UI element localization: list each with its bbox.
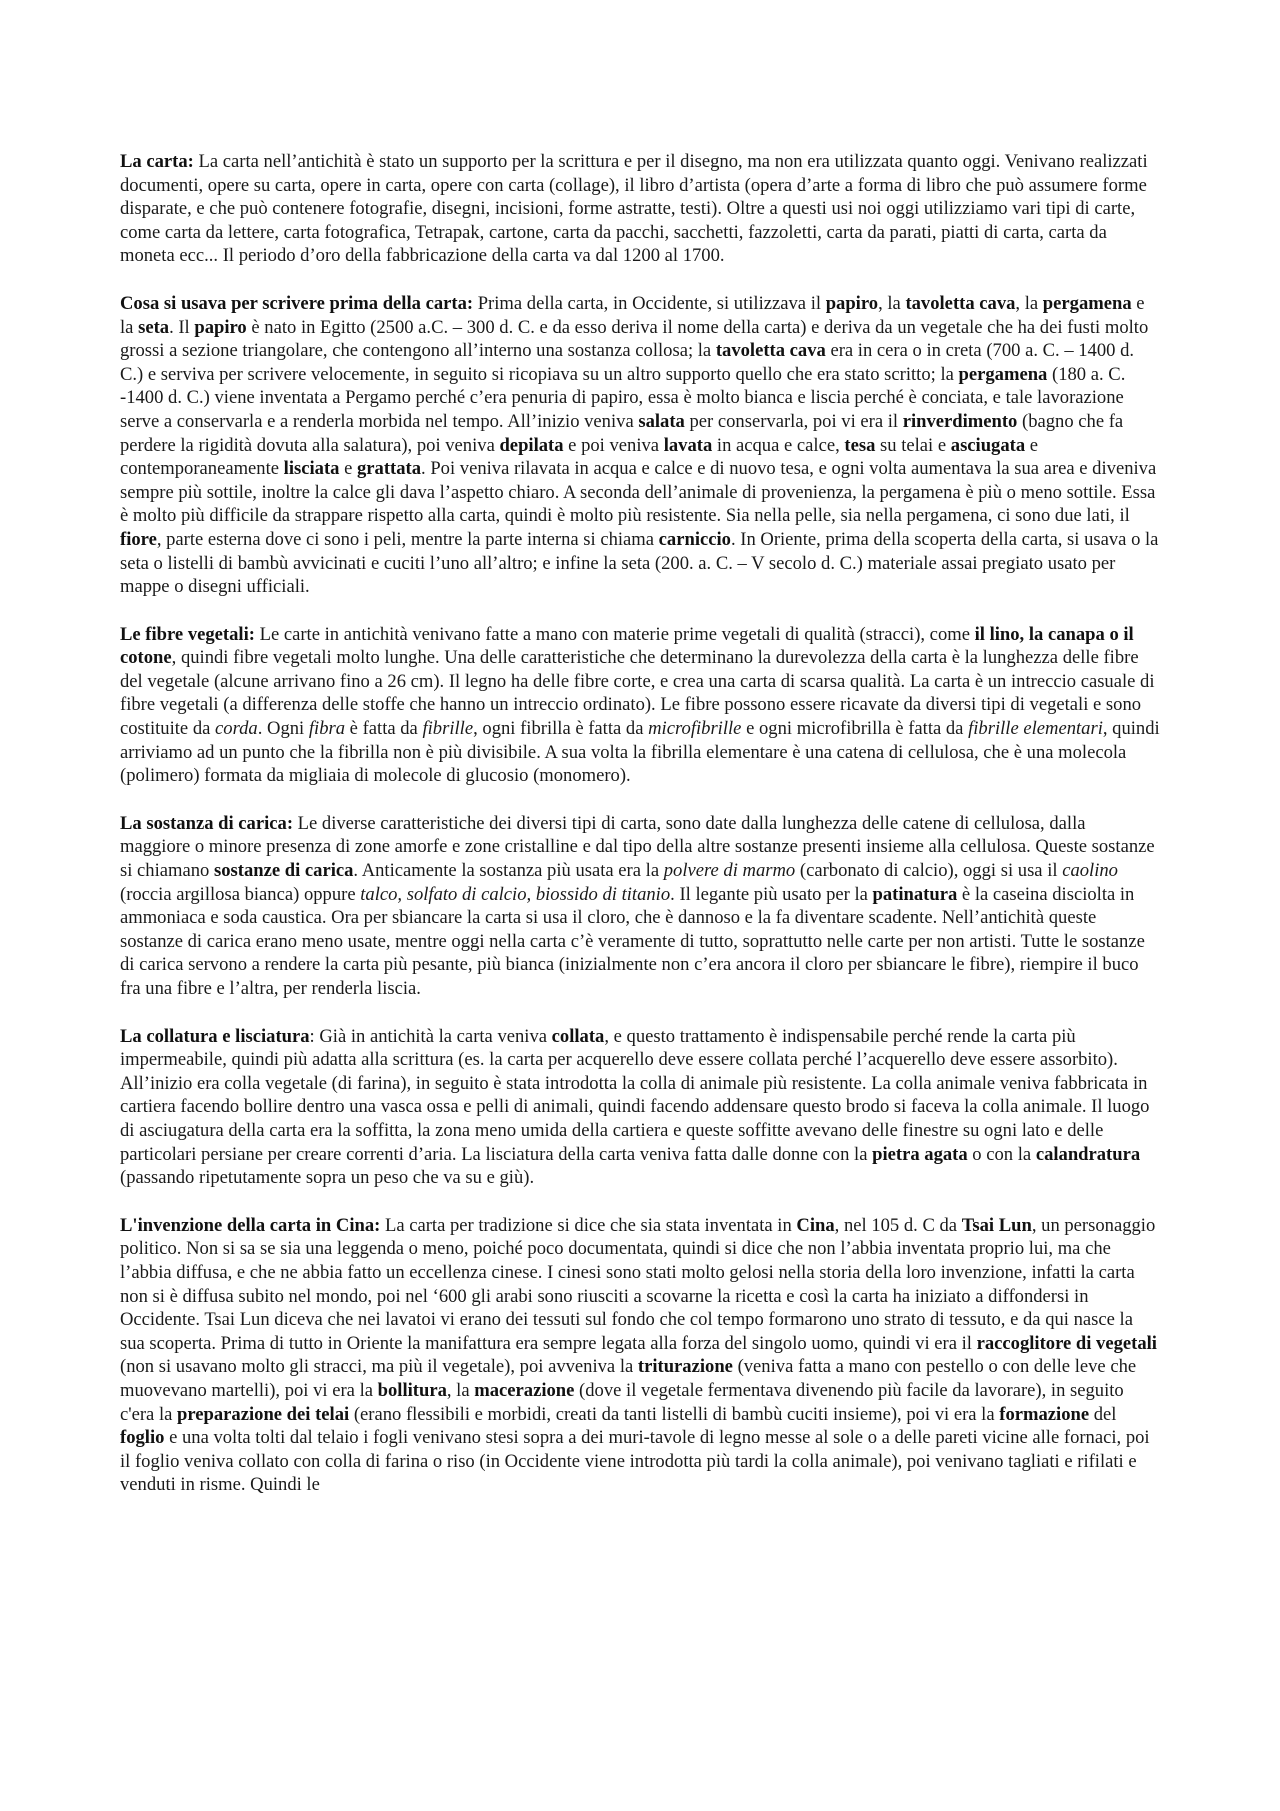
body-text: (bagno che fa perdere la rigidità dovuta alla salatura), poi veniva xyxy=(120,410,1124,456)
section-heading: Cosa si usava per scrivere prima della carta: xyxy=(120,292,474,314)
bold-term: papiro xyxy=(194,316,247,338)
bold-term: calandratura xyxy=(1035,1143,1141,1165)
document-body xyxy=(120,150,1160,1497)
body-text: : Già in antichità la carta veniva xyxy=(309,1025,552,1047)
italic-term: polvere di marmo xyxy=(663,860,796,882)
section-heading: La carta: xyxy=(120,151,194,172)
body-text: , nel 105 d. C da xyxy=(834,1214,962,1236)
bold-term: Cina xyxy=(796,1214,835,1236)
body-text: in acqua e calce, xyxy=(712,434,845,456)
bold-term: preparazione dei telai xyxy=(177,1403,350,1425)
body-text: è nato in Egitto (2500 a.C. – 300 d. C. e da esso deriva il nome della carta) e deriva da un vegetale che ha dei fusti molto grossi a sezione triangolare, che contengono all’interno una sostanza collosa; la xyxy=(120,316,1149,362)
body-text: . Il xyxy=(169,316,195,338)
body-text: , la xyxy=(1015,292,1043,314)
section-heading: Le fibre vegetali: xyxy=(120,623,255,645)
body-text: per conservarla, poi vi era il xyxy=(684,410,903,432)
body-text: , quindi fibre vegetali molto lunghe. Una delle caratteristiche che determinano la durevolezza della carta è la lunghezza delle fibre del vegetale (alcune arrivano fino a 26 cm). Il legno ha delle fibre corte, e crea una carta di scarsa qualità. La carta è un intreccio casuale di fibre vegetali (a differenza delle stoffe che hanno un intreccio ordinato). Le fibre possono essere ricavate da diversi tipi di vegetali e sono costituite da xyxy=(120,647,1155,740)
body-text: Le carte in antichità venivano fatte a mano con materie prime vegetali di qualità (stracci), come xyxy=(254,623,975,645)
bold-term: depilata xyxy=(499,434,564,456)
body-text: e una volta tolti dal telaio i fogli venivano stesi sopra a dei muri-tavole di legno messe al sole o a delle pareti vicine alle fornaci, poi il foglio veniva collato con colla di farina o riso (in Occidente viene introdotta più tardi la colla animale), poi venivano tagliati e rifilati e venduti in risme. Quindi le xyxy=(120,1427,1150,1496)
body-text: del xyxy=(1089,1403,1117,1425)
body-text: , la xyxy=(446,1379,475,1401)
bold-term: seta xyxy=(138,316,170,338)
body-text: è fatta da xyxy=(345,718,423,740)
italic-term: caolino xyxy=(1062,860,1118,882)
bold-term: fiore xyxy=(120,528,157,550)
body-text: e contemporaneamente xyxy=(120,434,1039,480)
body-text: (non si usavano molto gli stracci, ma più il vegetale), poi avveniva la xyxy=(120,1356,638,1378)
body-text: La carta per tradizione si dice che sia stata inventata in xyxy=(380,1214,797,1236)
body-text: . Poi veniva rilavata in acqua e calce e di nuovo tesa, e ogni volta aumentava la sua area e diveniva sempre più sottile, inoltre la calce gli dava l’aspetto chiaro. A seconda dell’animale di provenienza, la pergamena è più o meno sottile. Essa è molto più difficile da strappare rispetto alla carta, quindi è molto più resistente. Sia nella pelle, sia nella pergamena, ci sono due lati, il xyxy=(120,458,1157,527)
bold-term: asciugata xyxy=(950,434,1026,456)
bold-term: lisciata xyxy=(283,458,340,480)
bold-term: lavata xyxy=(663,434,713,456)
paragraph-invenzione-cina xyxy=(120,1214,1160,1497)
bold-term: rinverdimento xyxy=(902,410,1018,432)
bold-term: pergamena xyxy=(958,363,1048,385)
body-text: (veniva fatta a mano con pestello o con delle leve che muovevano martelli), poi vi era la xyxy=(120,1356,1137,1401)
bold-term: foglio xyxy=(120,1427,165,1449)
body-text: . In Oriente, prima della scoperta della carta, si usava o la seta o listelli di bambù avvicinati e cuciti l’uno all’altro; e infine la seta (200. a. C. – V secolo d. C.) materiale assai pregiato usato per mappe o disegni ufficiali. xyxy=(120,528,1159,598)
body-text: , la xyxy=(878,292,906,314)
bold-term: pergamena xyxy=(1042,292,1132,314)
bold-term: macerazione xyxy=(474,1379,575,1401)
section-heading: La sostanza di carica: xyxy=(120,812,294,834)
bold-term: tesa xyxy=(844,434,876,456)
bold-term: il lino, la canapa o il cotone xyxy=(120,623,1134,669)
bold-term: collata xyxy=(551,1025,605,1047)
section-heading: La collatura e lisciatura xyxy=(120,1025,310,1047)
italic-term: corda xyxy=(215,718,258,740)
body-text: e xyxy=(339,458,357,480)
body-text: La carta nell’antichità è stato un supporto per la scrittura e per il disegno, ma non era utilizzata quanto oggi. Venivano realizzati documenti, opere su carta, opere in carta, opere con carta (collage), il libro d’artista (opera d’arte a forma di libro che può assumere forme disparate, e che può contenere fotografie, disegni, incisioni, forme astratte, testi). Oltre a questi usi noi oggi utilizziamo vari tipi di carte, come carta da lettere, carta fotografica, Tetrapak, cartone, carta da pacchi, sacchetti, fazzoletti, carta da parati, piatti di carta, carta da moneta ecc... Il periodo d’oro della fabbricazione della carta va dal 1200 al 1700. xyxy=(120,151,1148,267)
body-text: era in cera o in creta (700 a. C. – 1400 d. C.) e serviva per scrivere velocemente, in seguito si ricopiava su un altro supporto quello che era stato scritto; la xyxy=(120,340,1135,385)
body-text: e poi veniva xyxy=(563,434,664,456)
bold-term: carniccio xyxy=(658,528,731,550)
bold-term: sostanze di carica xyxy=(213,860,354,882)
body-text: (roccia argillosa bianca) oppure xyxy=(120,883,361,905)
body-text: (erano flessibili e morbidi, creati da tanti listelli di bambù cuciti insieme), poi vi era la xyxy=(349,1403,1000,1425)
italic-term: microfibrille xyxy=(648,718,742,740)
body-text: (180 a. C. -1400 d. C.) viene inventata a Pergamo perché c’era penuria di papiro, essa è molto bianca e liscia perché è conciata, e tale lavorazione serve a conservarla e a renderla morbida nel tempo. All’inizio veniva xyxy=(120,363,1126,432)
paragraph-la-carta xyxy=(120,150,1160,268)
bold-term: triturazione xyxy=(637,1356,733,1378)
body-text: e ogni microfibrilla è fatta da xyxy=(741,718,969,740)
bold-term: salata xyxy=(638,410,685,432)
body-text: , un personaggio politico. Non si sa se sia una leggenda o meno, poiché poco documentata, quindi si dice che non l’abbia inventata proprio lui, ma che l’abbia diffusa, e che ne abbia fatto un eccellenza cinese. I cinesi sono stati molto gelosi nella storia della loro invenzione, infatti la carta non si è diffusa subito nel mondo, poi nel ‘600 gli arabi sono riusciti a scovarne la ricetta e così la carta ha iniziato a diffondersi in Occidente. Tsai Lun diceva che nei lavatoi vi erano dei tessuti sul fondo che col tempo formarono uno strato di tessuto, e da qui nasce la sua scoperta. Prima di tutto in Oriente la manifattura era sempre legata alla forza del singolo uomo, quindi vi era il xyxy=(120,1214,1156,1354)
bold-term: patinatura xyxy=(872,883,958,905)
italic-term: fibrille xyxy=(422,718,474,740)
bold-term: grattata xyxy=(357,458,422,480)
bold-term: formazione xyxy=(999,1403,1090,1425)
bold-term: tavoletta cava xyxy=(715,340,826,362)
body-text: . Ogni xyxy=(257,718,309,740)
bold-term: pietra agata xyxy=(872,1143,968,1165)
body-text: (passando ripetutamente sopra un peso che va su e giù). xyxy=(120,1167,535,1189)
body-text: , parte esterna dove ci sono i peli, mentre la parte interna si chiama xyxy=(156,528,659,550)
body-text: , ogni fibrilla è fatta da xyxy=(473,718,649,740)
body-text: . Il legante più usato per la xyxy=(670,883,873,905)
body-text: e la xyxy=(120,292,1145,338)
bold-term: tavoletta cava xyxy=(905,292,1016,314)
paragraph-collatura-lisciatura xyxy=(120,1025,1160,1190)
body-text: Prima della carta, in Occidente, si utilizzava il xyxy=(473,292,826,314)
body-text: è la caseina disciolta in ammoniaca e soda caustica. Ora per sbiancare la carta si usa il cloro, che è dannoso e la fa diventare scadente. Nell’antichità queste sostanze di carica erano meno usate, mentre oggi nella carta c’è veramente di tutto, soprattutto nelle carte per non artisti. Tutte le sostanze di carica servono a rendere la carta più pesante, più bianca (inizialmente non c’era ancora il cloro per sbiancare le fibre), riempire il buco fra una fibre e l’altra, per renderla liscia. xyxy=(120,883,1145,999)
paragraph-sostanza-di-carica xyxy=(120,812,1160,1001)
paragraph-fibre-vegetali xyxy=(120,623,1160,788)
body-text: (dove il vegetale fermentava divenendo più facile da lavorare), in seguito c'era la xyxy=(120,1379,1124,1425)
body-text: (carbonato di calcio), oggi si usa il xyxy=(795,860,1063,882)
body-text: , quindi arriviamo ad un punto che la fibrilla non è più divisibile. A sua volta la fibrilla elementare è una catena di cellulosa, che è una molecola (polimero) formata da migliaia di molecole di glucosio (monomero). xyxy=(120,718,1160,787)
body-text: . Anticamente la sostanza più usata era la xyxy=(353,860,664,882)
italic-term: fibrille elementari xyxy=(968,718,1103,740)
section-heading: L'invenzione della carta in Cina: xyxy=(120,1214,381,1236)
body-text: su telai e xyxy=(875,434,951,456)
bold-term: raccoglitore di vegetali xyxy=(976,1332,1157,1354)
italic-term: talco, solfato di calcio, biossido di titanio xyxy=(360,883,671,905)
body-text: o con la xyxy=(967,1143,1036,1165)
bold-term: Tsai Lun xyxy=(961,1214,1032,1236)
body-text: Le diverse caratteristiche dei diversi tipi di carta, sono date dalla lunghezza delle catene di cellulosa, dalla maggiore o minore presenza di zone amorfe e zone cristalline e dal tipo della altre sostanze presenti insieme alla cellulosa. Queste sostanze si chiamano xyxy=(120,812,1155,882)
italic-term: fibra xyxy=(308,718,346,740)
bold-term: bollitura xyxy=(377,1379,447,1401)
bold-term: papiro xyxy=(825,292,879,314)
paragraph-prima-della-carta xyxy=(120,292,1160,599)
body-text: , e questo trattamento è indispensabile perché rende la carta più impermeabile, quindi più adatta alla scrittura (es. la carta per acquerello deve essere collata perché l’acquerello deve essere assorbito). All’inizio era colla vegetale (di farina), in seguito è stata introdotta la colla di animale più resistente. La colla animale veniva fabbricata in cartiera facendo bollire dentro una vasca ossa e pelli di animali, quindi facendo addensare questo brodo si faceva la colla animale. Il luogo di asciugatura della carta era la soffitta, la zona meno umida della cartiera e queste soffitte avevano delle finestre su ogni lato e delle particolari persiane per creare correnti d’aria. La lisciatura della carta veniva fatta dalle donne con la xyxy=(120,1025,1150,1165)
